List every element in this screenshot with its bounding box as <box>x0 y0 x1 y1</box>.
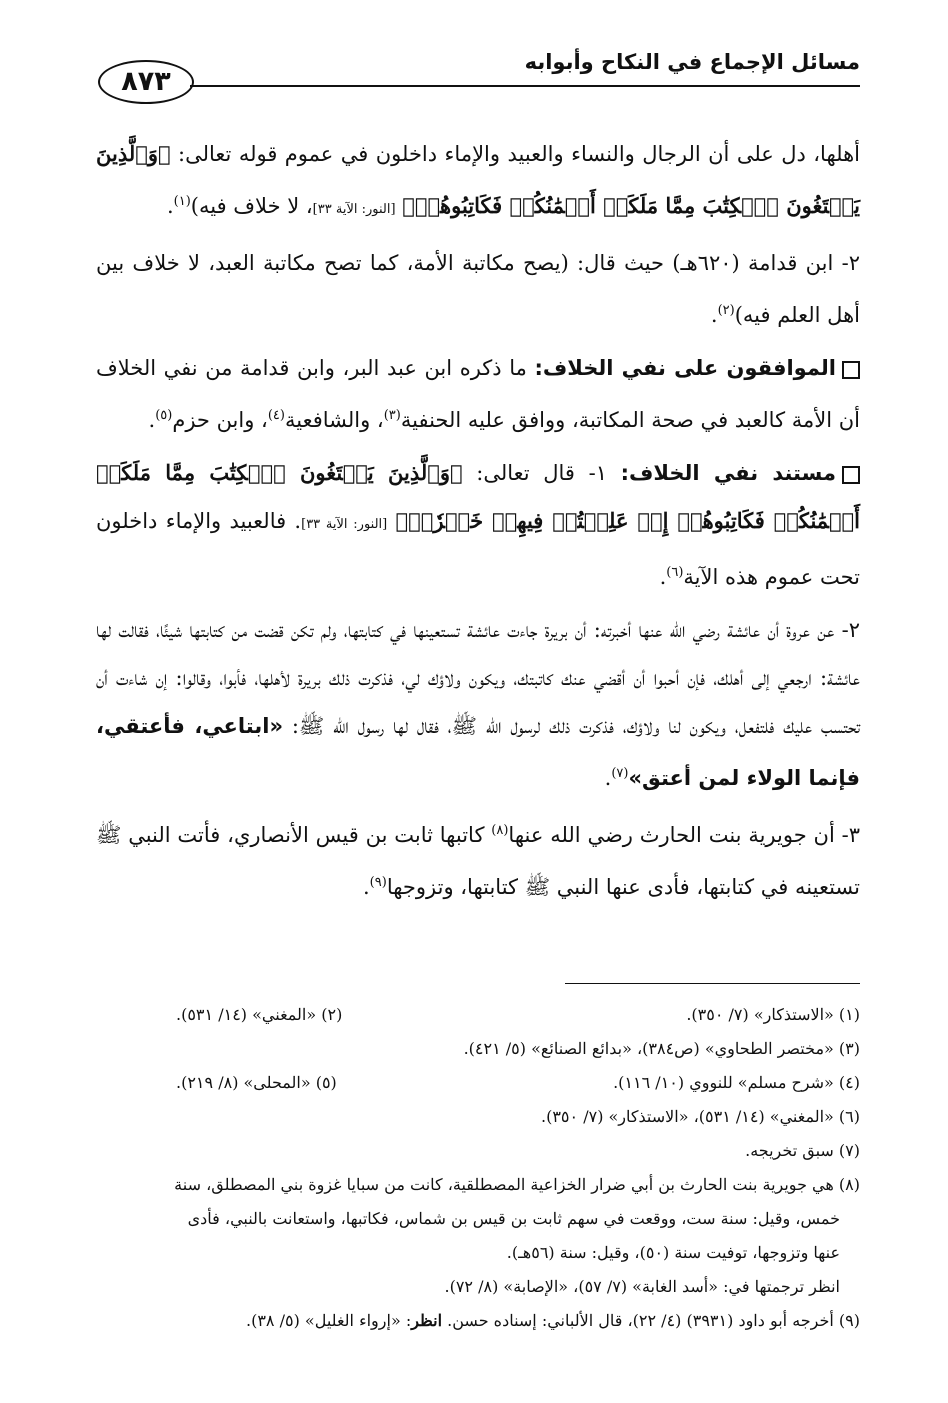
p1-end: . <box>166 194 174 218</box>
p3-text2: ، والشافعية <box>284 408 384 432</box>
footnote-ref-7[interactable]: (٧) <box>611 766 629 781</box>
hadith-quote: «ابتاعي، فأعتقي، فإنما الولاء لمن أعتق» <box>96 714 860 790</box>
paragraph-5 <box>96 606 860 802</box>
footnote-2: (٢) «المغني» (١٤/ ٥٣١). <box>176 1005 343 1024</box>
footnote-9 <box>96 1304 860 1338</box>
footnote-8-line3: عنها وتزوجها، توفيت سنة (٥٠)، وقيل: سنة (٥٦هـ). <box>506 1243 840 1262</box>
p6-text1: ٣- أن جويرية بنت الحارث رضي الله عنها <box>508 823 860 847</box>
footnote-separator <box>565 983 860 984</box>
running-header-title: مسائل الإجماع في النكاح وأبوابه <box>524 50 860 74</box>
footnote-row <box>96 1066 860 1100</box>
quran-verse: ﴿وَٱلَّذِينَ يَبۡتَغُونَ ٱلۡكِتَٰبَ مِمَّا مَلَكَتۡ أَيۡمَٰنُكُمۡ فَكَاتِبُوهُمۡ﴾ <box>96 141 860 218</box>
p3-text3: ، وابن حزم <box>172 408 268 432</box>
p1-tail: ، لا خلاف فيه) <box>190 194 313 218</box>
footnote-7: (٧) سبق تخريجه. <box>745 1141 860 1160</box>
footnotes <box>96 998 860 1338</box>
paragraph-2 <box>96 239 860 339</box>
p5-end: . <box>604 766 612 790</box>
p2-text: ٢- ابن قدامة (٦٢٠هـ) حيث قال: (يصح مكاتبة الأمة، كما تصح مكاتبة العبد، لا خلاف بين أهل العلم فيه) <box>96 251 860 327</box>
p4-text2: . فالعبيد والإماء داخلون تحت عموم هذه الآية <box>96 509 860 589</box>
p3-text1: ما ذكره ابن عبد البر، وابن قدامة من نفي الخلاف أن الأمة كالعبد في صحة المكاتبة، ووافق عليه الحنفية <box>96 356 860 432</box>
footnote-9-ref: : «إرواء الغليل» (٥/ ٣٨). <box>246 1311 412 1330</box>
footnote-ref-8[interactable]: (٨) <box>491 823 509 838</box>
verse-citation: [النور: الآية ٣٣] <box>301 517 388 532</box>
paragraph-4 <box>96 449 860 601</box>
footnote-1: (١) «الاستذكار» (٧/ ٣٥٠). <box>686 1005 860 1024</box>
footnote-8-line2: خمس، وقيل: سنة ست، ووقعت في سهم ثابت بن قيس بن شماس، فكاتبها، واستعانت بالنبي، فأدى <box>187 1209 840 1228</box>
footnote-9-text: (٩) أخرجه أبو داود (٣٩٣١) (٤/ ٢٢)، قال الألباني: إسناده حسن. <box>442 1311 860 1330</box>
footnote-ref-6[interactable]: (٦) <box>666 565 684 580</box>
p2-end: . <box>710 303 718 327</box>
footnote-9-see: انظر <box>411 1311 443 1330</box>
footnote-ref-4[interactable]: (٤) <box>267 408 285 423</box>
paragraph-3 <box>96 344 860 444</box>
paragraph-6 <box>96 807 860 911</box>
verse-citation: [النور: الآية ٣٣] <box>312 202 396 217</box>
footnote-ref-3[interactable]: (٣) <box>383 408 401 423</box>
paragraph-1 <box>96 130 860 234</box>
page-number-badge: ٨٧٣ <box>98 60 194 104</box>
header-rule <box>190 85 860 87</box>
footnote-4: (٤) «شرح مسلم» للنووي (١٠/ ١١٦). <box>613 1073 860 1092</box>
footnote-ref-2[interactable]: (٢) <box>717 303 735 318</box>
quran-verse: ﴿وَٱلَّذِينَ يَبۡتَغُونَ ٱلۡكِتَٰبَ مِمَّا مَلَكَتۡ أَيۡمَٰنُكُمۡ فَكَاتِبُوهُمۡ إِنۡ عَلِمۡتُمۡ فِيهِمۡ خَيۡرٗاۖ﴾ <box>96 460 860 533</box>
footnote-ref-5[interactable]: (٥) <box>155 408 173 423</box>
section-lead-agreement: الموافقون على نفي الخلاف: <box>534 356 836 380</box>
p6-end: . <box>362 875 370 899</box>
footnote-8-line1: (٨) هي جويرية بنت الحارث بن أبي ضرار الخزاعية المصطلقية، كانت من سبايا غزوة بني المصطلق، سنة <box>174 1175 860 1194</box>
p3-end: . <box>148 408 156 432</box>
body-text <box>96 130 860 916</box>
box-bullet-icon <box>842 361 860 379</box>
p4-end: . <box>659 565 667 589</box>
p5-text: ٢- عن عروة أن عائشة رضي الله عنها أخبرته: أن بريرة جاءت عائشة تستعينها في كتابتها، ولم تكن قضت من كتابتها شيئًا، فقالت لها عائشة: ارجعي إلى أهلك، فإن أحبوا أن أقضي عنك كاتبتك، ويكون ولاؤك لي، فذكرت ذلك بريرة لأهلها، فأبوا، وقالوا: إن شاءت أن تحتسب عليك فلتفعل، ويكون لنا ولاؤك، فذكرت ذلك لرسول الله ﷺ، فقال لها رسول الله ﷺ: <box>96 618 860 738</box>
p1-line1: أهلها، دل على أن الرجال والنساء والعبيد والإماء داخلون في عموم قوله تعالى: <box>178 142 860 166</box>
footnote-row <box>96 998 860 1032</box>
footnote-8-line4: انظر ترجمتها في: «أسد الغابة» (٧/ ٥٧)، «الإصابة» (٨/ ٧٢). <box>444 1277 840 1296</box>
footnote-5: (٥) «المحلى» (٨/ ٢١٩). <box>176 1073 337 1092</box>
p4-text1: ١- قال تعالى: <box>462 461 621 485</box>
box-bullet-icon <box>842 466 860 484</box>
footnote-ref-1[interactable]: (١) <box>173 194 191 209</box>
section-lead-basis: مستند نفي الخلاف: <box>620 461 836 485</box>
footnote-6: (٦) «المغني» (١٤/ ٥٣١)، «الاستذكار» (٧/ ٣٥٠). <box>541 1107 860 1126</box>
footnote-3: (٣) «مختصر الطحاوي» (ص٣٨٤)، «بدائع الصنائع» (٥/ ٤٢١). <box>463 1039 860 1058</box>
p6-text2: كاتبها ثابت بن قيس الأنصاري، فأتت النبي ﷺ تستعينه في كتابتها، فأدى عنها النبي ﷺ كتابتها، وتزوجها <box>96 823 860 899</box>
footnote-ref-9[interactable]: (٩) <box>369 875 387 890</box>
